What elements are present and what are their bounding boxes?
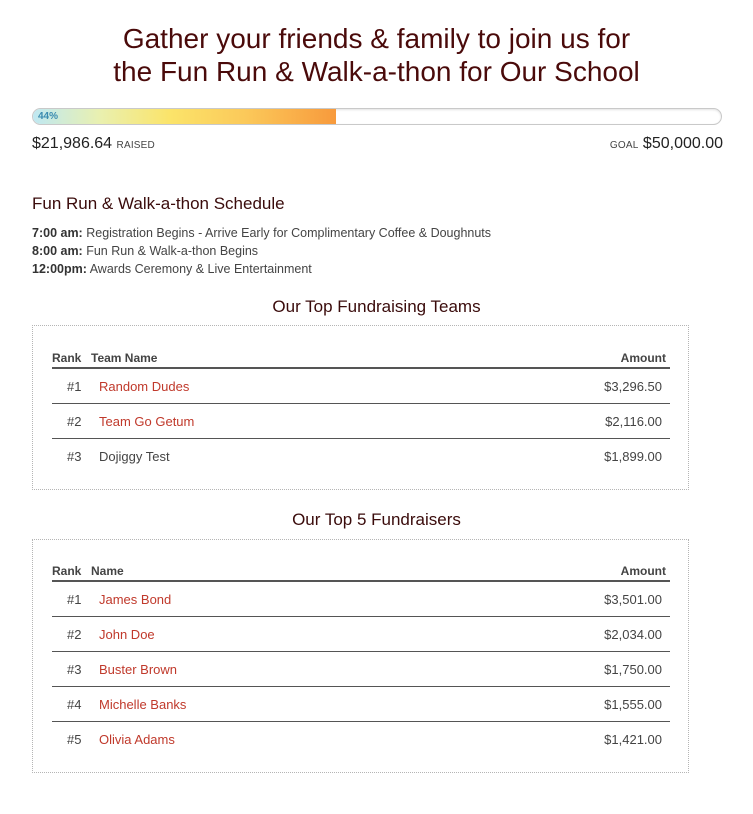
- schedule-item: [32, 224, 491, 242]
- fundraising-progress-bar: [32, 108, 722, 125]
- fundraiser-link[interactable]: Olivia Adams: [99, 732, 175, 747]
- row-amount: $2,116.00: [605, 414, 662, 429]
- row-rank: #1: [67, 592, 82, 607]
- table-row: [52, 687, 670, 722]
- raised-summary: [32, 135, 155, 153]
- progress-percent: 44%: [38, 111, 59, 122]
- schedule-time: 7:00 am:: [32, 226, 83, 240]
- team-link[interactable]: Random Dudes: [99, 379, 190, 394]
- schedule-text: Fun Run & Walk-a-thon Begins: [86, 244, 259, 258]
- raised-amount: $21,986.64: [32, 135, 113, 152]
- row-amount: $3,501.00: [604, 592, 662, 607]
- table-row: [52, 722, 670, 757]
- row-rank: #4: [67, 697, 82, 712]
- row-rank: #2: [67, 414, 82, 429]
- row-amount: $3,296.50: [604, 379, 662, 394]
- fundraiser-link[interactable]: John Doe: [99, 627, 155, 642]
- schedule-text: Registration Begins - Arrive Early for Complimentary Coffee & Doughnuts: [86, 226, 492, 240]
- headline-line-2: the Fun Run & Walk-a-thon for Our School: [113, 56, 640, 87]
- fundraiser-link[interactable]: James Bond: [99, 592, 172, 607]
- row-rank: #1: [67, 379, 82, 394]
- goal-label: GOAL: [609, 140, 639, 151]
- top-teams-table-box: [32, 325, 689, 490]
- headline-line-1: Gather your friends & family to join us for: [122, 23, 631, 54]
- row-rank: #3: [67, 449, 82, 464]
- table-row: [52, 582, 670, 617]
- table-row: [52, 439, 670, 474]
- schedule-time: 8:00 am:: [32, 244, 83, 258]
- top-fundraisers-title: Our Top 5 Fundraisers: [292, 510, 461, 529]
- header-amount: Amount: [620, 564, 666, 578]
- team-link[interactable]: Team Go Getum: [99, 414, 195, 429]
- schedule-time: 12:00pm:: [32, 262, 87, 276]
- page-headline: [0, 22, 753, 88]
- table-row: [52, 369, 670, 404]
- row-rank: #2: [67, 627, 82, 642]
- top-teams-table: [52, 334, 670, 474]
- row-amount: $2,034.00: [604, 627, 662, 642]
- row-rank: #3: [67, 662, 82, 677]
- row-amount: $1,899.00: [604, 449, 662, 464]
- top-fundraisers-table: [52, 547, 670, 757]
- header-amount: Amount: [620, 351, 666, 365]
- header-name: Name: [91, 564, 124, 578]
- goal-summary: [610, 135, 723, 153]
- table-header: [52, 547, 670, 582]
- header-rank: Rank: [52, 564, 82, 578]
- schedule-title: Fun Run & Walk-a-thon Schedule: [32, 194, 285, 213]
- top-teams-title: Our Top Fundraising Teams: [272, 297, 481, 316]
- team-name: Dojiggy Test: [99, 449, 170, 464]
- schedule-text: Awards Ceremony & Live Entertainment: [89, 262, 312, 276]
- row-amount: $1,750.00: [604, 662, 662, 677]
- schedule-item: [32, 242, 491, 260]
- fundraiser-link[interactable]: Michelle Banks: [99, 697, 187, 712]
- table-row: [52, 652, 670, 687]
- table-row: [52, 404, 670, 439]
- table-row: [52, 617, 670, 652]
- fundraiser-link[interactable]: Buster Brown: [99, 662, 178, 677]
- goal-amount: $50,000.00: [642, 135, 723, 152]
- row-rank: #5: [67, 732, 82, 747]
- row-amount: $1,421.00: [604, 732, 662, 747]
- progress-fill: [33, 109, 336, 124]
- schedule-item: [32, 260, 491, 278]
- top-fundraisers-table-box: [32, 539, 689, 773]
- header-rank: Rank: [52, 351, 82, 365]
- header-team-name: Team Name: [91, 351, 158, 365]
- table-header: [52, 334, 670, 369]
- row-amount: $1,555.00: [604, 697, 662, 712]
- schedule-list: [32, 224, 491, 278]
- raised-label: RAISED: [116, 140, 155, 151]
